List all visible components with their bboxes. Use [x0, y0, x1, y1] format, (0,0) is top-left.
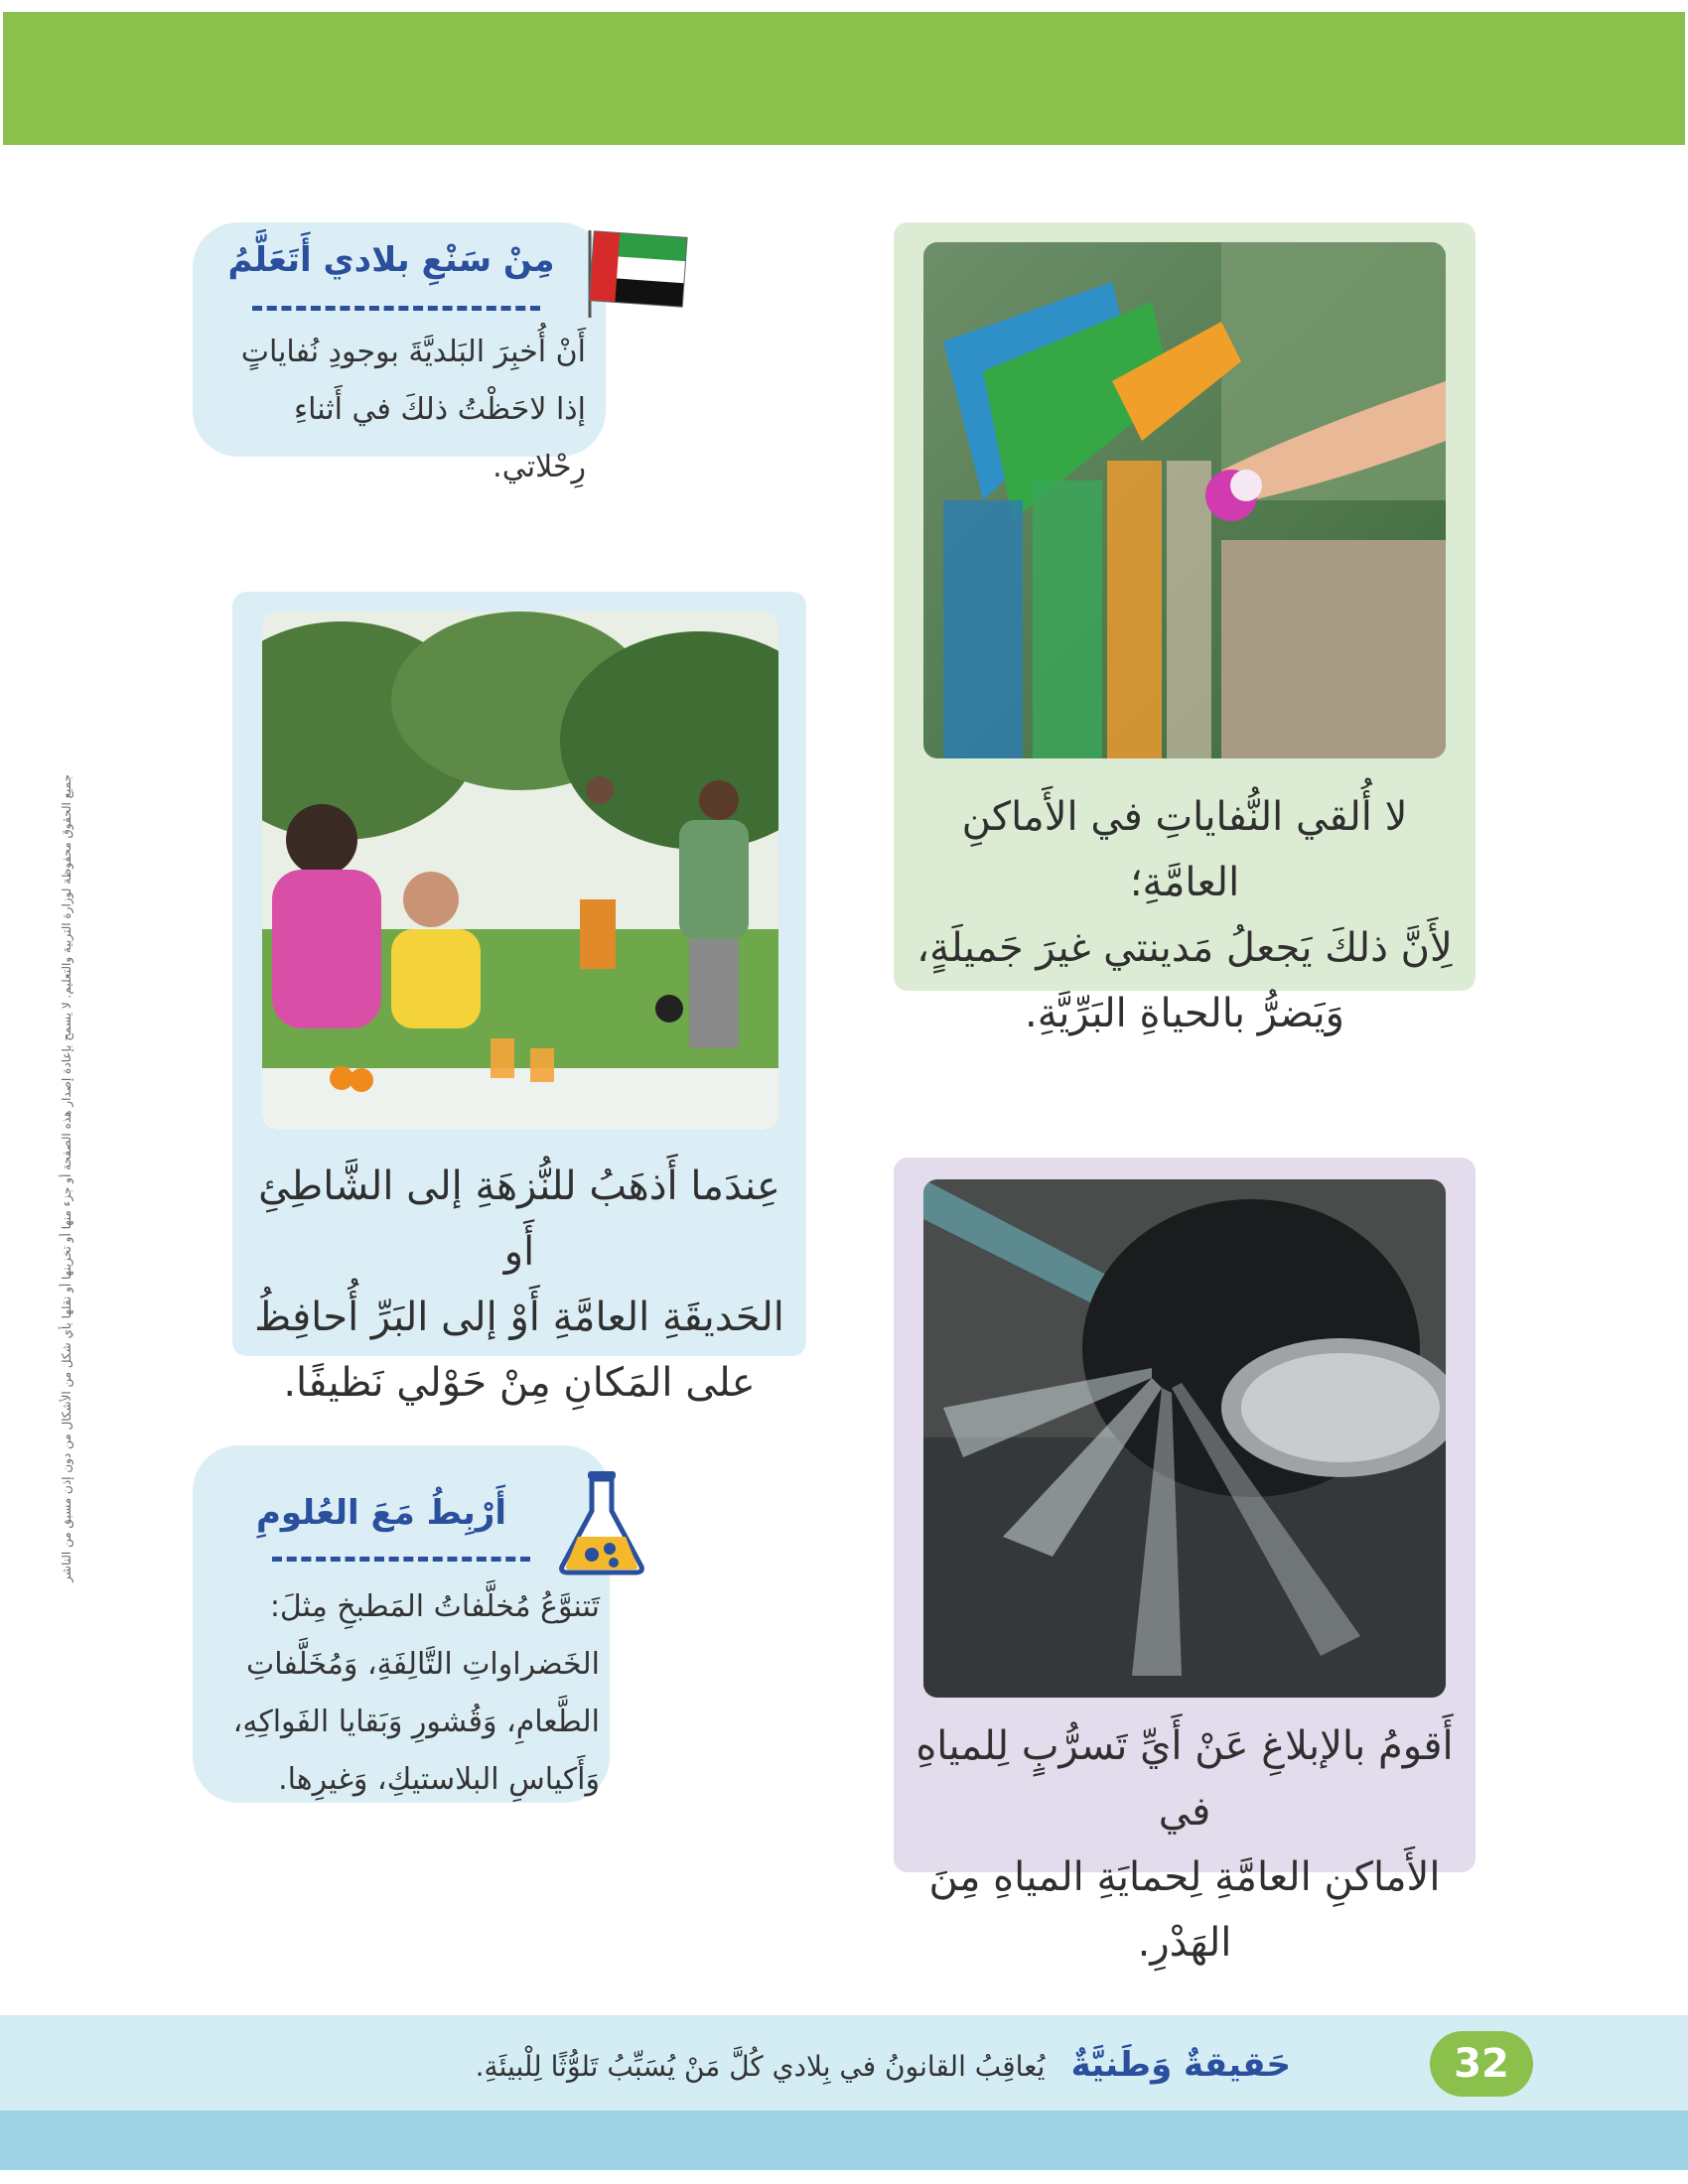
- picnic-line-2: الحَديقَةِ العامَّةِ أَوْ إلى البَرِّ أُحافِظُ: [254, 1295, 784, 1340]
- science-line-2: الخَضراواتِ التَّالِفَةِ، وَمُخَلَّفاتِ: [245, 1647, 600, 1682]
- picnic-line-3: على المَكانِ مِنْ حَوْلي نَظيفًا.: [283, 1360, 756, 1406]
- national-fact: [457, 2035, 1291, 2095]
- copyright-side-note: جميع الحقوق محفوظة لوزارة التربية والتعليم. لا يسمح بإعادة إصدار هذه الصفحة أو جزء منها أو تخزينها أو نقلها بأي شكل من الأشكال من دون إذن مسبق من الناشر: [60, 774, 73, 1582]
- litter-line-3: وَيَضرُّ بالحياةِ البَرِّيَّةِ.: [1025, 991, 1344, 1036]
- flask-icon: [554, 1467, 649, 1576]
- science-line-3: الطَّعامِ، وَقُشورِ وَبَقايا الفَواكِهِ،: [232, 1705, 600, 1739]
- learn-box-title: مِنْ سَنْعِ بلادي أَتَعَلَّمُ: [227, 240, 555, 280]
- litter-line-2: لِأَنَّ ذلكَ يَجعلُ مَدينتي غيرَ جَميلَةٍ،: [916, 925, 1453, 971]
- fact-text: يُعاقِبُ القانونُ في بِلادي كُلَّ مَنْ يُسَبِّبُ تَلوُّثًا لِلْبيئَةِ.: [475, 2050, 1046, 2083]
- top-banner: [3, 12, 1685, 145]
- learn-line-2: إذا لاحَظْتُ ذلكَ في أَثناءِ رِحْلاتي.: [293, 392, 586, 484]
- science-box: [193, 1445, 610, 1803]
- science-line-4: وَأَكياسِ البلاستيكِ، وَغيرِها.: [278, 1762, 600, 1797]
- card-litter: [894, 222, 1476, 1036]
- fact-title: حَقيقةٌ وَطَنيَّةٌ: [1070, 2045, 1291, 2085]
- science-box-title: أَرْبِطُ مَعَ العُلومِ: [255, 1493, 507, 1533]
- card-picnic: [232, 592, 806, 1406]
- science-line-1: تَتنوَّعُ مُخلَّفاتُ المَطبخِ مِثلَ:: [269, 1589, 600, 1624]
- page-number: 32: [1430, 2031, 1533, 2097]
- litter-line-1: لا أُلقي النُّفاياتِ في الأَماكنِ العامَّةِ؛: [961, 794, 1408, 905]
- card-water-leak: [894, 1158, 1476, 1966]
- photo-water-leak: [923, 1179, 1446, 1698]
- learn-line-1: أَنْ أُخبِرَ البَلديَّةَ بوجودِ نُفاياتٍ: [240, 335, 586, 369]
- learn-box: [193, 222, 606, 484]
- learn-box-divider: [252, 306, 540, 311]
- water-line-1: أَقومُ بالإبلاغِ عَنْ أَيِّ تَسرُّبٍ لِلمياهِ في: [915, 1723, 1454, 1835]
- photo-recycling-bins: [923, 242, 1446, 758]
- footer-bottom-strip: [0, 2111, 1688, 2170]
- water-line-2: الأَماكنِ العامَّةِ لِحمايَةِ المياهِ مِنَ الهَدْرِ.: [928, 1854, 1441, 1966]
- uae-flag-icon: [584, 226, 693, 322]
- science-box-divider: [272, 1557, 530, 1562]
- photo-family-picnic: [262, 612, 778, 1130]
- picnic-line-1: عِندَما أَذهَبُ للنُّزهَةِ إلى الشَّاطِئِ أَو: [258, 1163, 780, 1275]
